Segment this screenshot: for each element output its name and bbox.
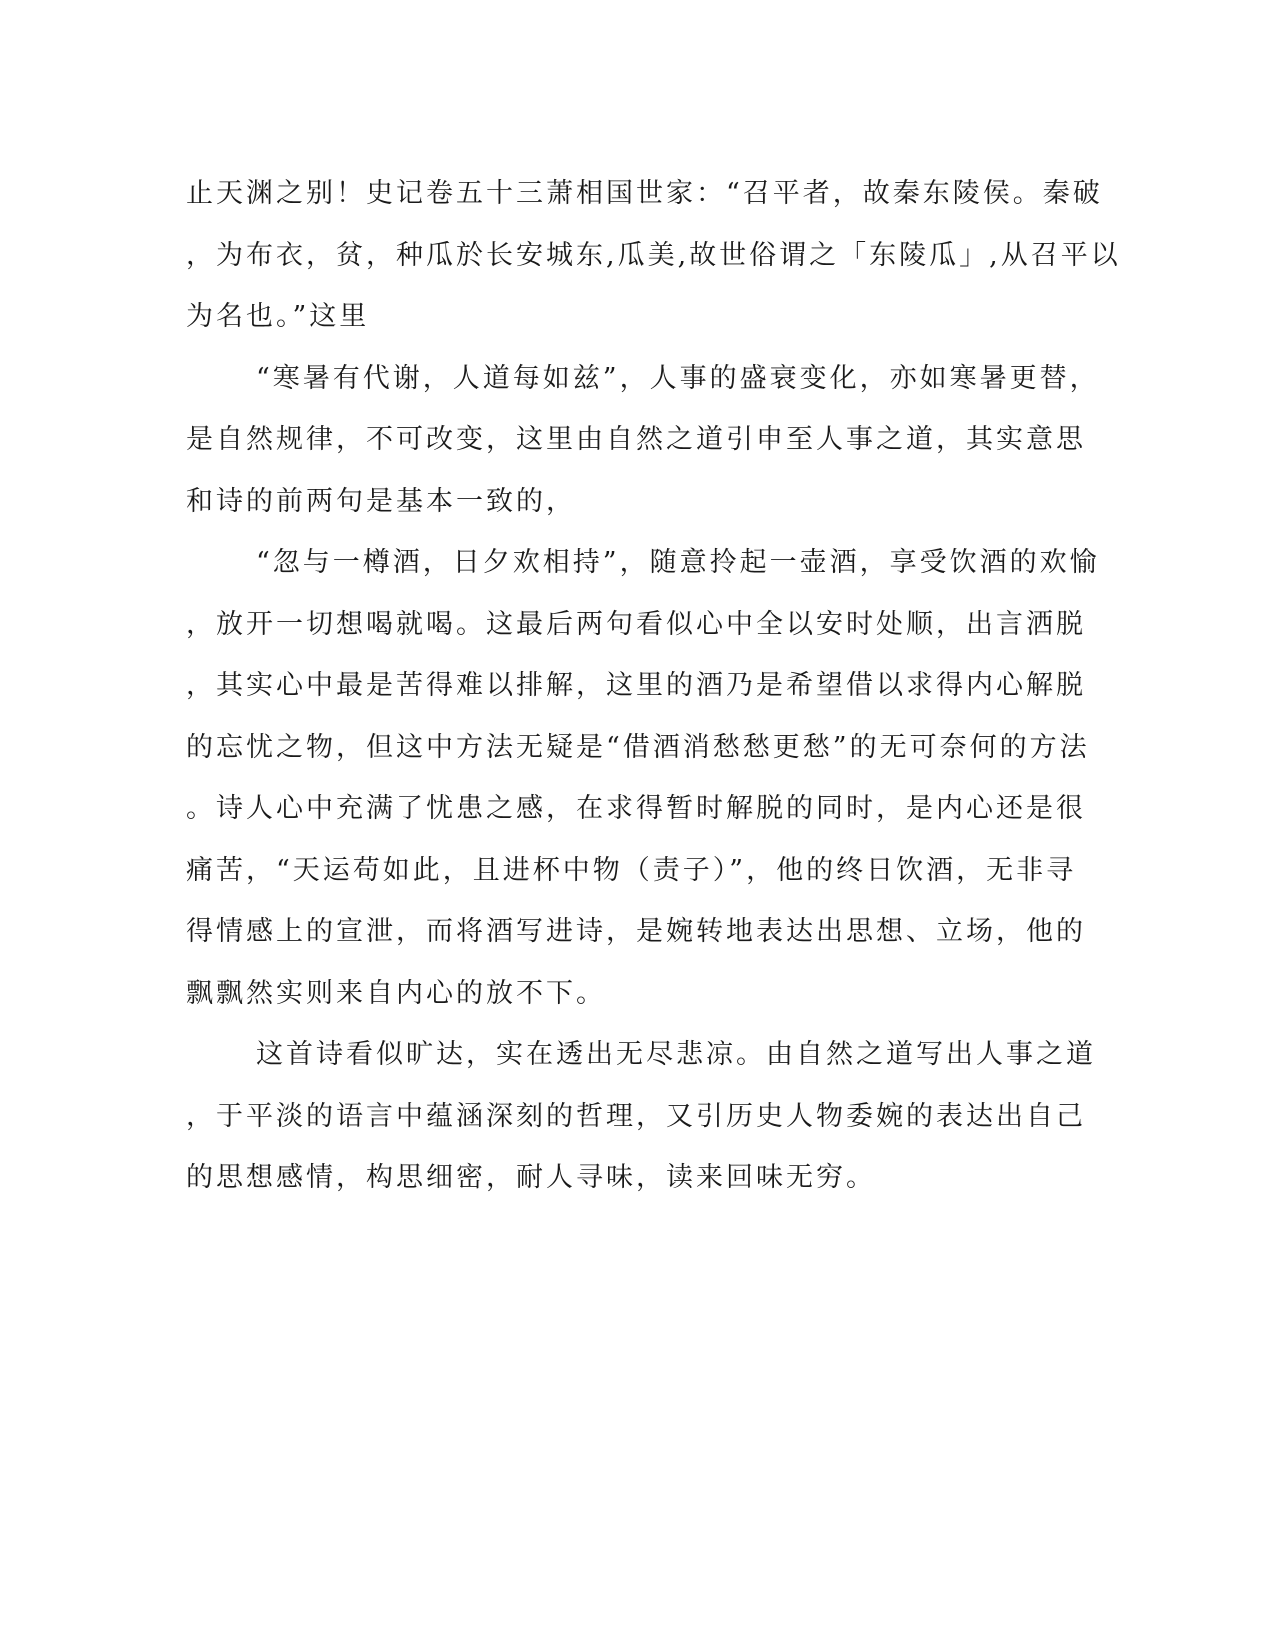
text-line: 止天渊之别！史记卷五十三萧相国世家：“召平者，故秦东陵侯。秦破 [186,178,1103,209]
text-line: ，其实心中最是苦得难以排解，这里的酒乃是希望借以求得内心解脱 [186,670,1086,701]
paragraph-2 [186,348,1100,533]
paragraph-3 [186,532,1100,1024]
text-line: “寒暑有代谢，人道每如兹”，人事的盛衰变化，亦如寒暑更替， [256,362,1100,394]
paragraph-1 [186,163,1121,348]
text-line: 痛苦，“天运苟如此，且进杯中物（责子）”，他的终日饮酒，无非寻 [186,854,1077,886]
text-line: 飘飘然实则来自内心的放不下。 [186,977,606,1009]
text-line: ，为布衣，贫，种瓜於长安城东,瓜美,故世俗谓之「东陵瓜」,从召平以 [186,239,1121,271]
text-line: 和诗的前两句是基本一致的， [186,485,576,517]
text-line: 的思想感情，构思细密，耐人寻味，读来回味无穷。 [186,1162,876,1193]
text-line: 得情感上的宣泄，而将酒写进诗，是婉转地表达出思想、立场，他的 [186,916,1086,947]
document-body [186,163,1121,1209]
text-line: 这首诗看似旷达，实在透出无尽悲凉。由自然之道写出人事之道 [256,1039,1096,1070]
text-line: ，放开一切想喝就喝。这最后两句看似心中全以安时处顺，出言洒脱 [186,608,1086,640]
text-line: 的忘忧之物，但这中方法无疑是“借酒消愁愁更愁”的无可奈何的方法 [186,731,1090,763]
text-line: 。诗人心中充满了忧患之感，在求得暂时解脱的同时，是内心还是很 [186,793,1086,824]
text-line: 为名也。”这里 [186,301,370,332]
paragraph-4 [186,1024,1096,1209]
text-line: ，于平淡的语言中蕴涵深刻的哲理，又引历史人物委婉的表达出自己 [186,1100,1086,1132]
text-line: “忽与一樽酒，日夕欢相持”，随意拎起一壶酒，享受饮酒的欢愉 [256,547,1100,578]
text-line: 是自然规律，不可改变，这里由自然之道引申至人事之道，其实意思 [186,424,1086,455]
